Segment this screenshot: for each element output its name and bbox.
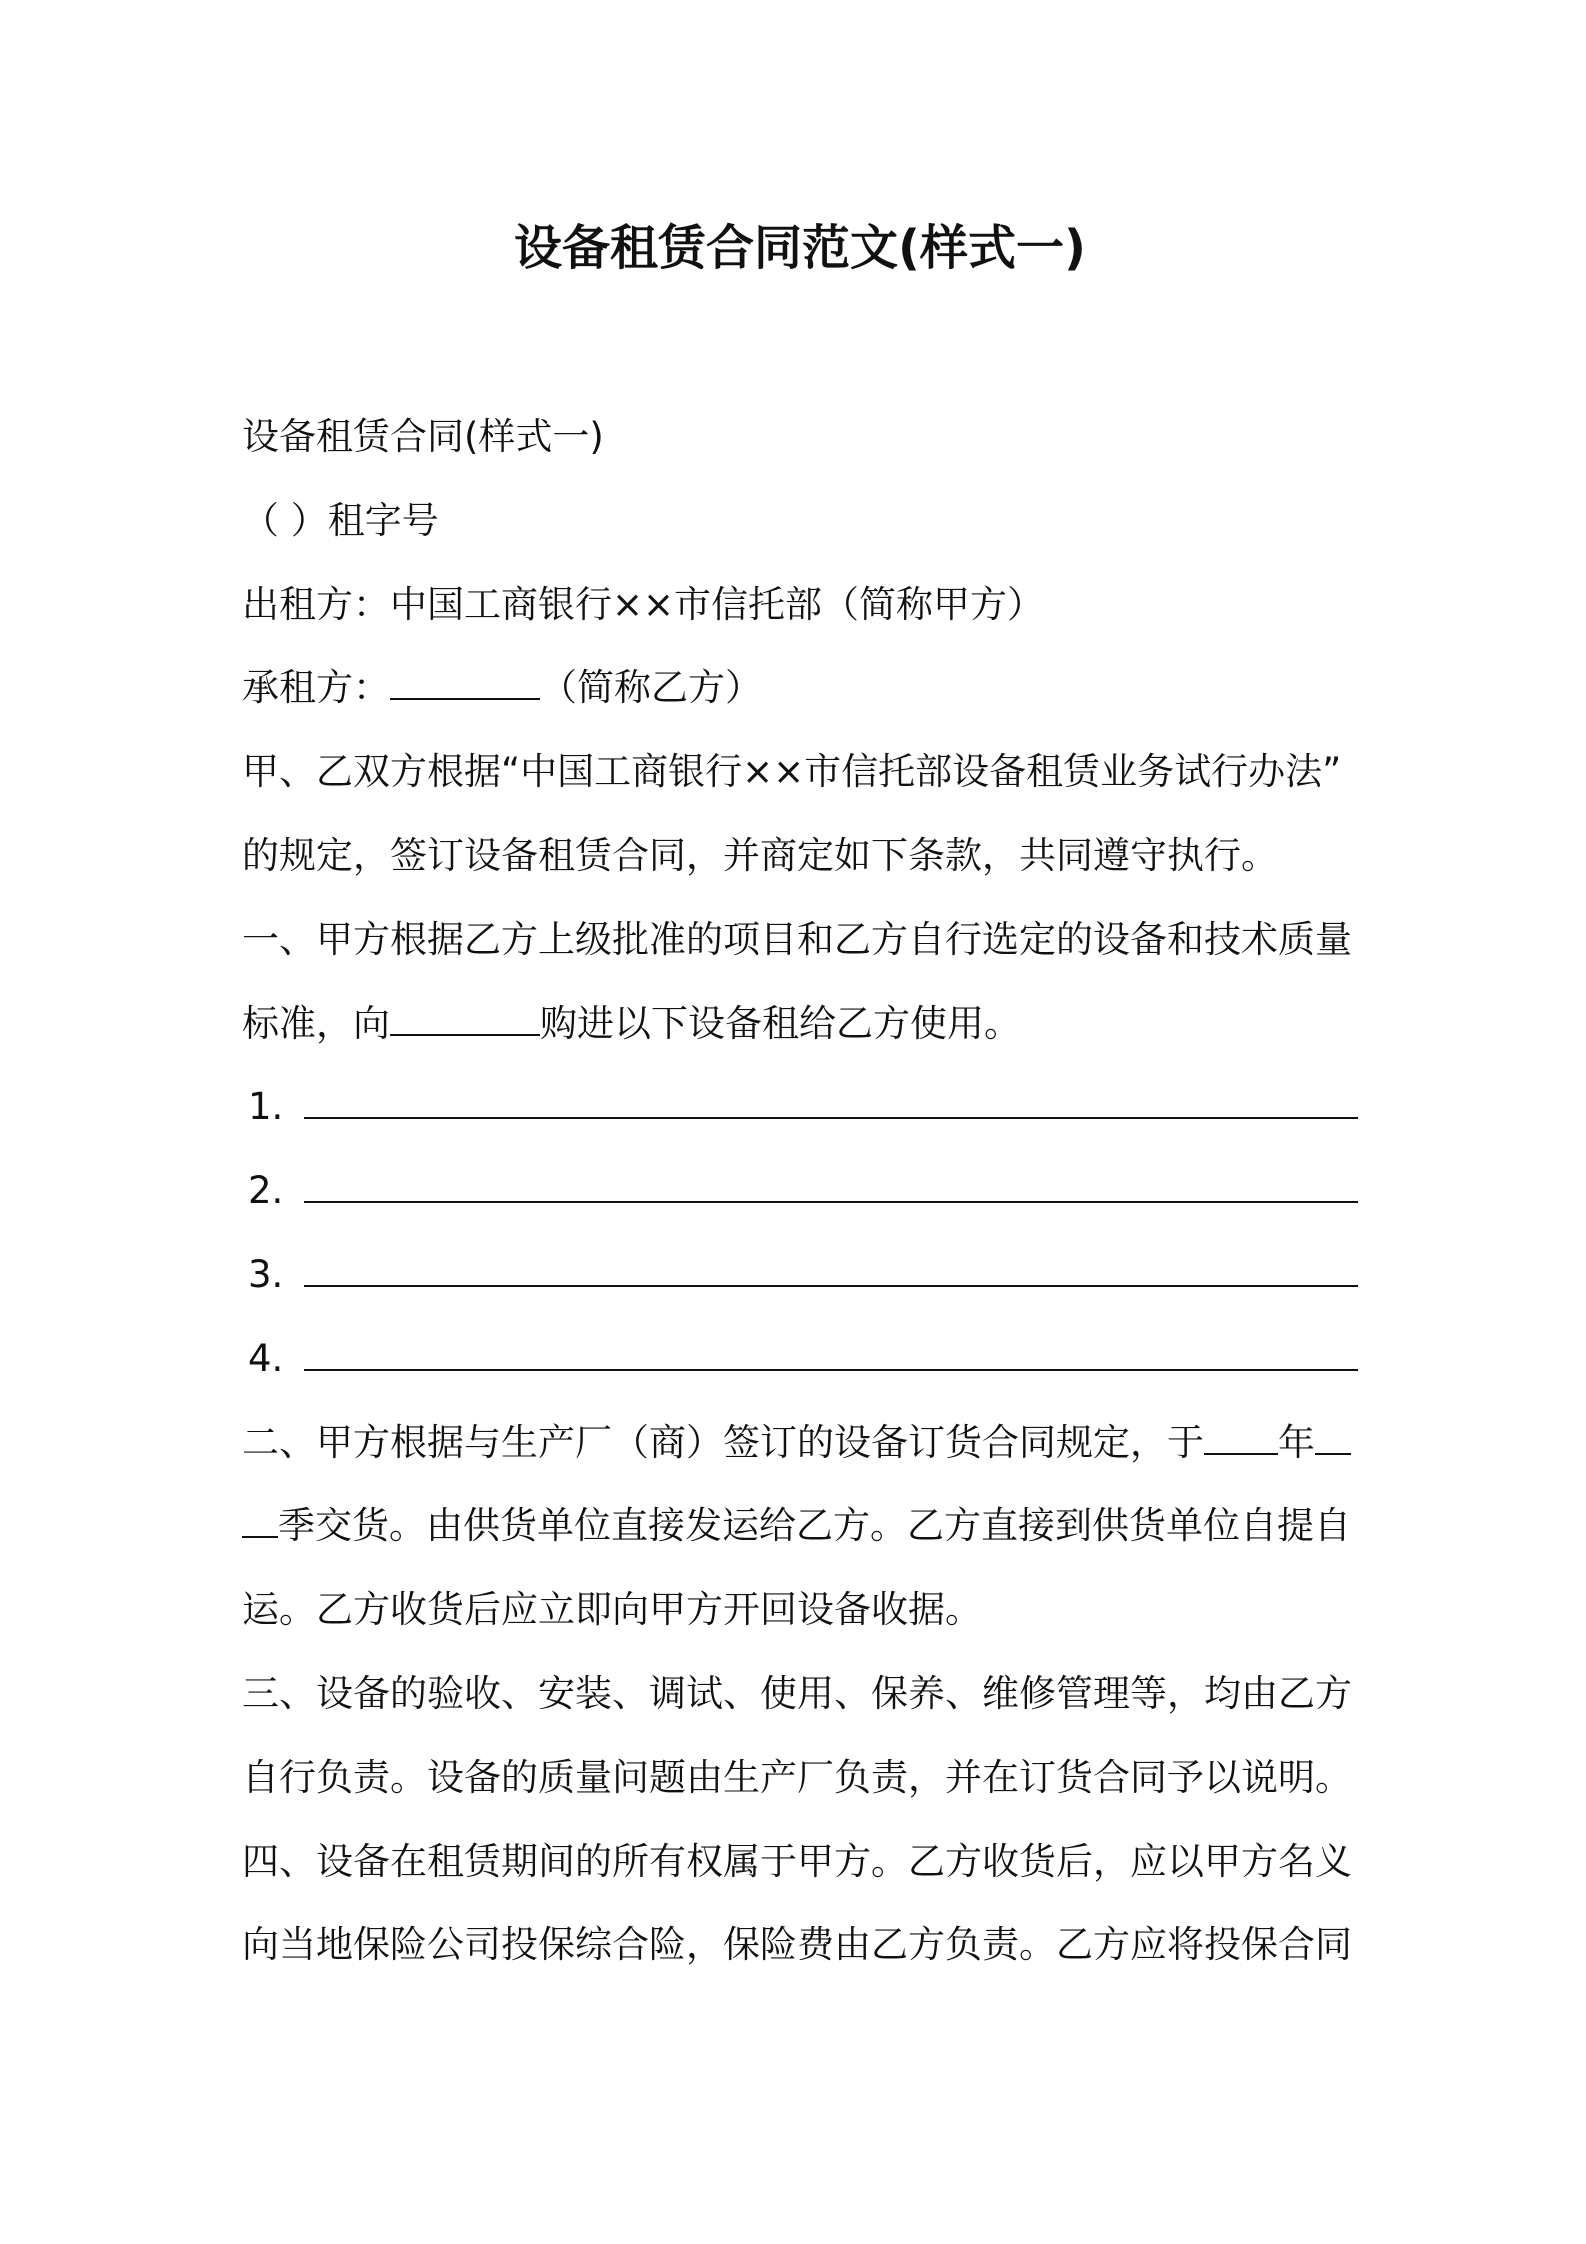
lessor-line: 出租方：中国工商银行××市信托部（简称甲方） (242, 582, 1045, 626)
item-blank (304, 1339, 1358, 1371)
item-blank (304, 1087, 1358, 1119)
lessee-label: 承租方： (242, 666, 390, 710)
clause-3-line: 三、设备的验收、安装、调试、使用、保养、维修管理等，均由乙方 (242, 1671, 1352, 1715)
clause-text: 年 (1278, 1420, 1315, 1464)
clause-text: 二、甲方根据与生产厂（商）签订的设备订货合同规定，于 (242, 1420, 1204, 1464)
season-blank (242, 1506, 278, 1538)
equipment-item (242, 1233, 1358, 1317)
clause-1-line (242, 982, 1358, 1066)
item-number: 3. (248, 1252, 284, 1296)
clause-1-line: 一、甲方根据乙方上级批准的项目和乙方自行选定的设备和技术质量 (242, 917, 1352, 961)
paragraph-line: 甲、乙双方根据“中国工商银行××市信托部设备租赁业务试行办法” (242, 750, 1342, 794)
lessee-line (242, 646, 1358, 730)
item-number: 4. (248, 1336, 284, 1380)
item-blank (304, 1255, 1358, 1287)
document-body (242, 395, 1358, 1987)
clause-text: 购进以下设备租给乙方使用。 (540, 1001, 1021, 1045)
lessee-abbrev: （简称乙方） (540, 666, 762, 710)
item-blank (304, 1171, 1358, 1203)
document-title: 设备租赁合同范文(样式一) (514, 220, 1086, 276)
equipment-item (242, 1317, 1358, 1401)
item-number: 2. (248, 1169, 284, 1213)
clause-2-line (242, 1401, 1358, 1485)
year-blank (1204, 1423, 1278, 1455)
item-number: 1. (248, 1085, 284, 1129)
clause-text: 标准，向 (242, 1001, 390, 1045)
contract-number: （ ）租字号 (242, 498, 439, 542)
clause-2-line (242, 1484, 1358, 1568)
clause-2-line: 运。乙方收货后应立即向甲方开回设备收据。 (242, 1588, 982, 1632)
clause-4-line: 向当地保险公司投保综合险，保险费由乙方负责。乙方应将投保合同 (242, 1923, 1352, 1967)
paragraph-line: 的规定，签订设备租赁合同，并商定如下条款，共同遵守执行。 (242, 833, 1278, 877)
equipment-item (242, 1065, 1358, 1149)
contract-heading: 设备租赁合同(样式一) (242, 415, 604, 458)
equipment-item (242, 1149, 1358, 1233)
lessee-blank (390, 668, 540, 700)
clause-text: 季交货。由供货单位直接发运给乙方。乙方直接到供货单位自提自 (278, 1504, 1351, 1548)
season-blank (1315, 1423, 1351, 1455)
clause-4-line: 四、设备在租赁期间的所有权属于甲方。乙方收货后，应以甲方名义 (242, 1839, 1352, 1883)
clause-3-line: 自行负责。设备的质量问题由生产厂负责，并在订货合同予以说明。 (242, 1755, 1352, 1799)
supplier-blank (390, 1004, 540, 1036)
